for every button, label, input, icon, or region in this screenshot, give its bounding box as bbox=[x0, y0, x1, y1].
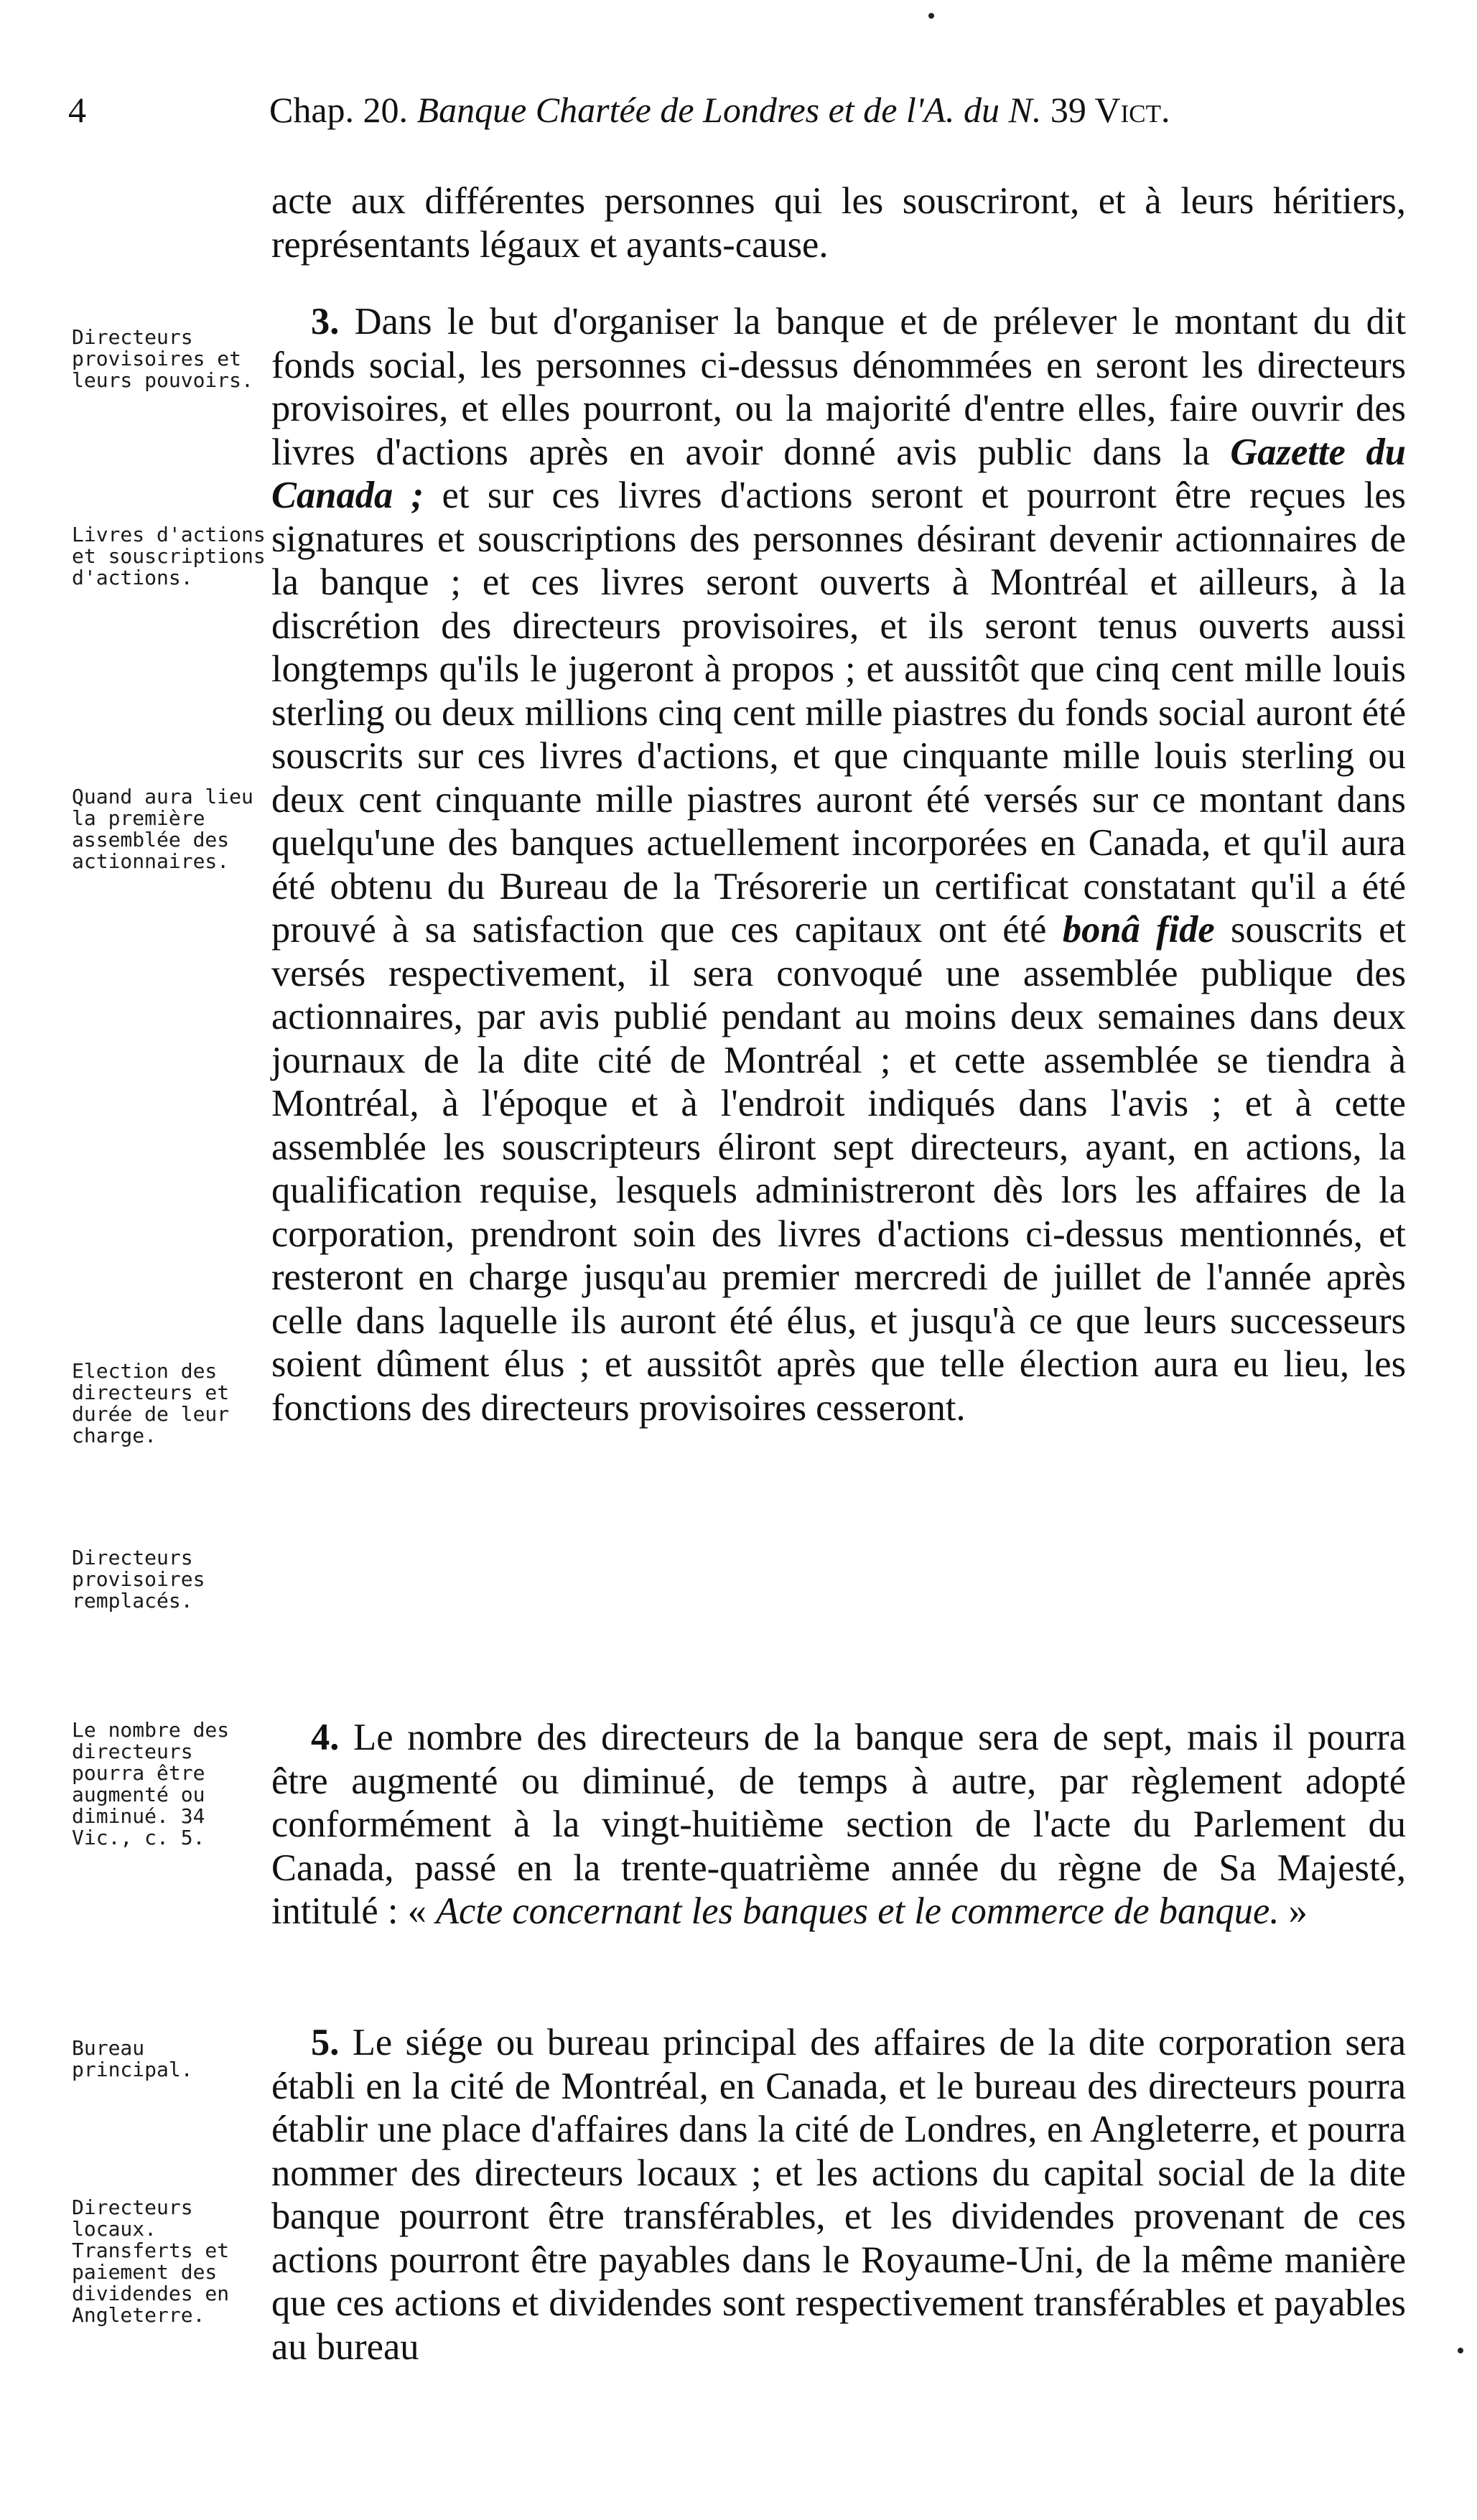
paragraph-continuation: acte aux différentes personnes qui les souscriront, et à leurs héritiers, représentants légaux et ayants-cause. bbox=[271, 180, 1406, 266]
margin-note: Election des directeurs et durée de leur charge. bbox=[72, 1359, 230, 1447]
section-5-text: 5. Le siége ou bureau principal des affaires de la dite corporation sera établi en la cité de Montréal, en Canada, et le bureau des directeurs pourra établir une place d'affaires dans la cité de Londres, en Angleterre, et pourra nommer des directeurs locaux ; et les actions du capital social de la dite banque pourront être transférables, et les dividendes provenant de ces actions pourront être payables dans le Royaume-Uni, de la même manière que ces actions et dividendes sont respectivement transférables et payables au bureau bbox=[271, 2022, 1406, 2368]
section-4-text: 4. Le nombre des directeurs de la banque sera de sept, mais il pourra être augmenté ou diminué, de temps à autre, par règlement adopté conformément à la vingt-huitième section de l'acte du Parlement du Canada, passé en la trente-quatrième année du règne de Sa Majesté, intitulé : « Acte concernant les banques et le commerce de banque. » bbox=[271, 1717, 1406, 1932]
latin-phrase: bonâ fide bbox=[1062, 909, 1215, 951]
margin-note: Directeurs locaux. Transferts et paiement des dividendes en Angleterre. bbox=[72, 2195, 230, 2327]
ink-speck bbox=[1458, 2348, 1463, 2353]
margin-note: Livres d'actions et souscriptions d'actions. bbox=[72, 523, 266, 589]
running-head bbox=[269, 85, 1170, 135]
margin-note: Bureau principal. bbox=[72, 2036, 193, 2081]
margin-note: Directeurs provisoires et leurs pouvoirs. bbox=[72, 325, 253, 392]
section-3 bbox=[271, 300, 1406, 1429]
margin-note: Le nombre des directeurs pourra être augmenté ou diminué. 34 Vic., c. 5. bbox=[72, 1718, 230, 1849]
page-header bbox=[68, 85, 1418, 135]
section-4 bbox=[271, 1716, 1406, 1933]
chapter-label: Chap. 20. bbox=[269, 90, 409, 130]
gazette-title: Gazette du Canada ; bbox=[271, 431, 1406, 516]
regnal-year: 39 Vict. bbox=[1050, 90, 1170, 130]
section-number: 3. bbox=[311, 301, 340, 342]
page-number: 4 bbox=[68, 90, 86, 130]
act-short-title: Banque Chartée de Londres et de l'A. du N. bbox=[416, 90, 1042, 130]
margin-note: Directeurs provisoires remplacés. bbox=[72, 1546, 205, 1613]
section-number: 5. bbox=[311, 2022, 340, 2063]
margin-note: Quand aura lieu la première assemblée des actionnaires. bbox=[72, 785, 253, 873]
section-number: 4. bbox=[311, 1717, 340, 1758]
section-3-text: 3. Dans le but d'organiser la banque et de prélever le montant du dit fonds social, les personnes ci-dessus dénommées en seront les directeurs provisoires, et elles pourront, ou la majorité d'entre elles, faire ouvrir des livres d'actions après en avoir donné avis public dans la Gazette du Canada ; et sur ces livres d'actions seront et pourront être reçues les signatures et souscriptions des personnes désirant devenir actionnaires de la banque ; et ces livres seront ouverts à Montréal et ailleurs, à la discrétion des directeurs provisoires, et ils seront tenus ouverts aussi longtemps qu'ils le jugeront à propos ; et aussitôt que cinq cent mille louis sterling ou deux millions cinq cent mille piastres du fonds social auront été souscrits sur ces livres d'actions, et que cinquante mille louis sterling ou deux cent cinquante mille piastres auront été versés sur ce montant dans quelqu'une des banques actuellement incorporées en Canada, et qu'il aura été obtenu du Bureau de la Trésorerie un certificat constatant qu'il a été prouvé à sa satisfaction que ces capitaux ont été bonâ fide souscrits et versés respectivement, il sera convoqué une assemblée publique des actionnaires, par avis publié pendant au moins deux semaines dans deux journaux de la dite cité de Montréal ; et cette assemblée se tiendra à Montréal, à l'époque et à l'endroit indiqués dans l'avis ; et à cette assemblée les souscripteurs éliront sept directeurs, ayant, en actions, la qualification requise, lesquels administreront dès lors les affaires de la corporation, prendront soin des livres d'actions ci-dessus mentionnés, et resteront en charge jusqu'au premier mercredi de juillet de l'année après celle dans laquelle ils auront été élus, et jusqu'à ce que leurs successeurs soient dûment élus ; et aussitôt après que telle élection aura eu lieu, les fonctions des directeurs provisoires cesseront. bbox=[271, 301, 1407, 1429]
section-5 bbox=[271, 2021, 1406, 2369]
act-title: Acte concernant les banques et le commerce de banque. bbox=[435, 1890, 1280, 1932]
ink-speck bbox=[928, 13, 934, 19]
